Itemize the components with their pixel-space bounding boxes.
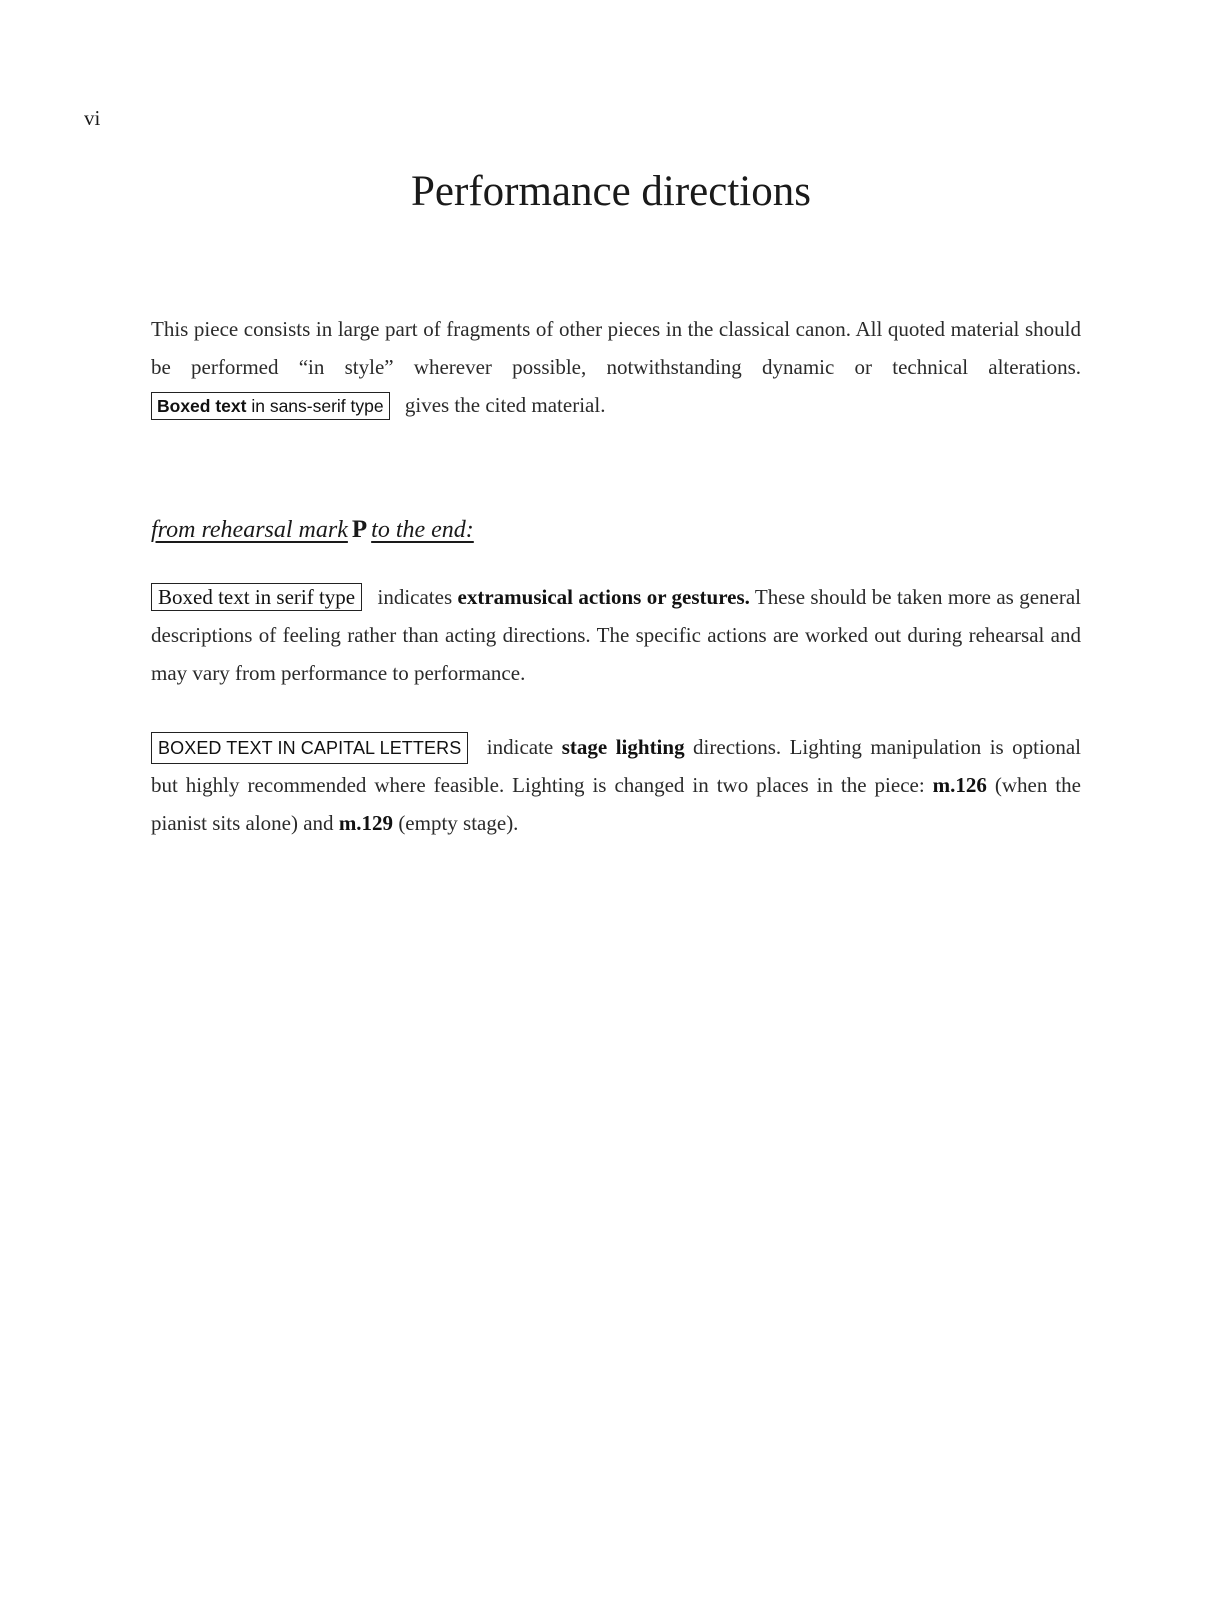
intro-text: This piece consists in large part of fragments of other pieces in the classical canon. All quoted material should be performed “in style” wherever possible, notwithstanding dynamic or technical alterations. [151,317,1081,379]
page-number: vi [84,106,101,130]
actions-bold-text: extramusical actions or gestures. [457,585,750,609]
measure-126: m.126 [932,773,987,797]
lighting-paragraph [151,728,1081,842]
document-body [151,310,1081,842]
serif-box-sample: Boxed text in serif type [151,583,362,611]
intro-tail-text: gives the cited material. [399,393,606,417]
section-heading [151,516,1081,544]
section-heading-pre: from rehearsal mark [151,517,348,543]
lighting-pre-text: indicate [478,735,562,759]
actions-pre-text: indicates [372,585,458,609]
lighting-post-text: (empty stage). [393,811,519,835]
page-title-text: Performance directions [411,168,811,215]
capitals-box-sample: BOXED TEXT IN CAPITAL LETTERS [151,732,468,764]
measure-129: m.129 [338,811,394,835]
intro-paragraph [151,310,1081,424]
sans-box-rest-text: in sans-serif type [246,396,384,416]
page-title [0,166,1214,218]
lighting-mid-text: directions. Lighting manipulation is optional but highly recommended where feasible. Lighting is changed in two places in the piece: [151,735,1082,797]
rehearsal-mark: P [351,516,368,543]
actions-paragraph [151,578,1081,692]
lighting-mid2-text: (when the pianist sits alone) and [151,773,1081,835]
section-heading-post: to the end: [371,517,474,543]
sans-serif-box-sample [151,392,390,420]
lighting-bold-text: stage lighting [561,735,685,759]
sans-box-bold-text: Boxed text [157,396,247,416]
actions-post-text: These should be taken more as general descriptions of feeling rather than acting directions. The specific actions are worked out during rehearsal and may vary from performance to performance. [151,585,1082,685]
